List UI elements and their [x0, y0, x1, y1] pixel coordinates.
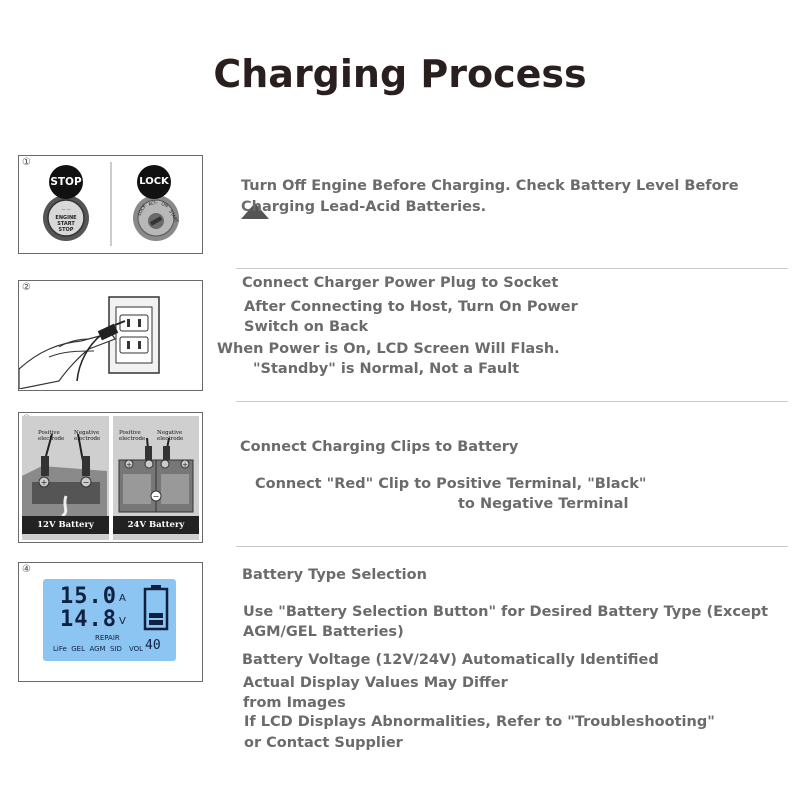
svg-text:+: +	[40, 478, 48, 487]
step-1-line-1: Turn Off Engine Before Charging. Check Battery Level Before	[241, 178, 739, 194]
lcd-vol-value: 40	[145, 638, 161, 653]
lock-pos-3: ON	[160, 202, 169, 210]
positive-label: Positive electrode	[38, 430, 65, 442]
lock-label: LOCK	[139, 176, 169, 187]
page-title: Charging Process	[213, 52, 587, 96]
battery-12v-panel	[22, 416, 109, 540]
svg-text:— —: — —	[61, 207, 71, 212]
step-1-line-2: Charging Lead-Acid Batteries.	[241, 199, 487, 215]
lock-pos-2: ACC	[147, 200, 159, 208]
step-4-line-2: Use "Battery Selection Button" for Desired Battery Type (Except	[243, 604, 769, 620]
step-4-line-3: AGM/GEL Batteries)	[243, 624, 404, 640]
step-4-line-4: Battery Voltage (12V/24V) Automatically Identified	[242, 652, 659, 668]
step-4-line-8: or Contact Supplier	[244, 735, 403, 751]
step-4-line-6: from Images	[243, 695, 346, 711]
svg-text:+: +	[182, 461, 188, 469]
step-2-line-3: Switch on Back	[244, 319, 369, 335]
step-2-line-2: After Connecting to Host, Turn On Power	[244, 299, 578, 315]
lcd-display	[43, 579, 176, 661]
lock-pos-1: LOCK	[137, 204, 148, 217]
step-number: ④	[22, 564, 31, 575]
svg-text:−: −	[152, 492, 160, 501]
button-text-3: STOP	[58, 227, 74, 233]
divider	[236, 401, 788, 402]
lcd-value-1: 15.0	[60, 584, 117, 609]
lcd-vol-label: VOL	[129, 645, 144, 653]
svg-text:+: +	[126, 461, 132, 469]
lcd-repair: REPAIR	[95, 634, 120, 642]
step-3-line-3: to Negative Terminal	[458, 496, 629, 512]
step-4-image	[18, 562, 203, 682]
step-2-line-4: When Power is On, LCD Screen Will Flash.	[217, 341, 560, 357]
lock-pos-4: START	[167, 209, 179, 225]
svg-text:−: −	[82, 478, 90, 487]
step-3-line-2: Connect "Red" Clip to Positive Terminal, "Black"	[255, 476, 647, 492]
lcd-unit-1: A	[119, 593, 126, 604]
negative-label: Negative electrode	[74, 430, 101, 442]
step-2-line-1: Connect Charger Power Plug to Socket	[242, 275, 559, 291]
step-3-image	[18, 412, 203, 543]
step-4-line-5: Actual Display Values May Differ	[243, 675, 508, 691]
stop-badge	[49, 165, 83, 199]
battery-12v-label: 12V Battery	[22, 516, 109, 534]
lcd-battery-types: LiFe GEL AGM SID	[53, 645, 122, 653]
negative-label: Negative electrode	[157, 430, 184, 442]
step-3-line-1: Connect Charging Clips to Battery	[240, 439, 519, 455]
positive-label: Positive electrode	[119, 430, 146, 442]
step-2-image	[18, 280, 203, 391]
step-number: ①	[22, 157, 31, 168]
lcd-unit-2: V	[119, 616, 126, 627]
step-4-line-1: Battery Type Selection	[242, 567, 427, 583]
lcd-value-2: 14.8	[60, 607, 117, 632]
divider	[236, 546, 788, 547]
lock-badge	[137, 165, 171, 199]
divider	[236, 268, 788, 269]
battery-24v-panel	[113, 416, 199, 540]
step-2-line-5: "Standby" is Normal, Not a Fault	[253, 361, 520, 377]
battery-level-icon	[143, 585, 169, 631]
step-number: ②	[22, 282, 31, 293]
battery-24v-label: 24V Battery	[113, 516, 199, 534]
step-1-image	[18, 155, 203, 254]
step-4-line-7: If LCD Displays Abnormalities, Refer to "Troubleshooting"	[244, 714, 715, 730]
button-text-2: START	[57, 221, 75, 227]
stop-label: STOP	[50, 176, 82, 188]
button-text-1: ENGINE	[55, 215, 77, 221]
